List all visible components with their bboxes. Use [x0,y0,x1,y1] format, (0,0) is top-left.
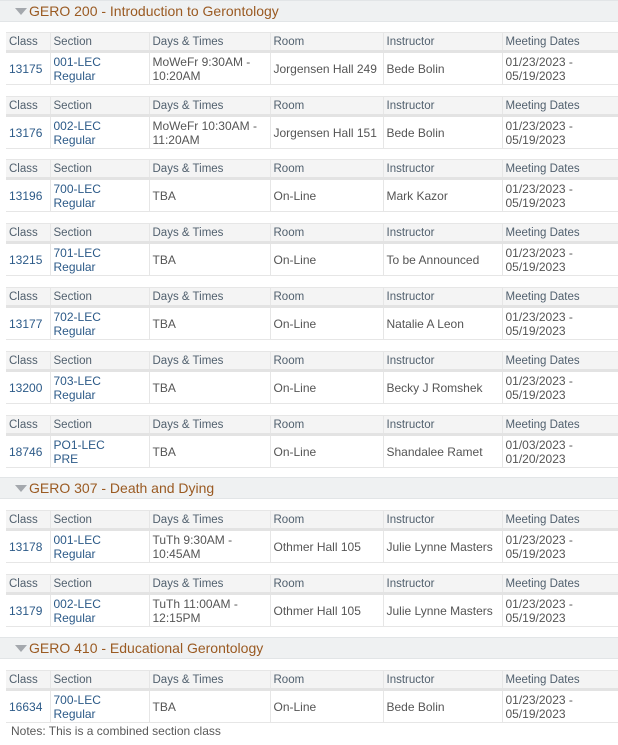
instructor-cell: Shandalee Ramet [383,435,502,468]
header-room: Room [270,575,383,594]
header-room: Room [270,511,383,530]
section-type: Regular [53,547,96,561]
section-type: Regular [53,611,96,625]
header-class: Class [6,511,50,530]
section-table [6,574,618,627]
header-days-times: Days & Times [149,511,270,530]
header-class: Class [6,160,50,179]
header-instructor: Instructor [383,288,502,307]
instructor-cell: Bede Bolin [383,116,502,149]
instructor-cell: Mark Kazor [383,179,502,212]
room-cell: On-Line [270,307,383,340]
class-number-link[interactable]: 13175 [9,62,43,76]
section-type: Regular [53,388,96,402]
class-cell [6,52,50,85]
class-cell [6,530,50,563]
section-table [6,32,618,85]
end-date: 05/19/2023 [505,388,566,402]
course-title: GERO 200 - Introduction to Gerontology [29,3,279,19]
section-code: 701-LEC [53,246,101,260]
days-times-line-1: TBA [152,445,176,459]
header-meeting-dates: Meeting Dates [502,352,618,371]
days-times-line-1: TBA [152,381,176,395]
meeting-dates-cell [502,435,618,468]
section-table [6,510,618,563]
header-class: Class [6,352,50,371]
class-number-link[interactable]: 13176 [9,126,43,140]
class-cell [6,307,50,340]
header-instructor: Instructor [383,416,502,435]
header-section: Section [50,671,149,690]
section-cell [50,52,149,85]
days-times-cell [149,435,270,468]
end-date: 05/19/2023 [505,133,566,147]
end-date: 05/19/2023 [505,547,566,561]
section-code: 002-LEC [53,119,101,133]
instructor-cell: Becky J Romshek [383,371,502,404]
class-number-link[interactable]: 13215 [9,253,43,267]
header-class: Class [6,224,50,243]
section-cell [50,690,149,723]
room-cell: On-Line [270,179,383,212]
header-days-times: Days & Times [149,160,270,179]
table-header-row [6,575,618,594]
header-class: Class [6,416,50,435]
meeting-dates-cell [502,243,618,276]
table-row [6,371,618,404]
header-instructor: Instructor [383,160,502,179]
room-cell: On-Line [270,690,383,723]
header-days-times: Days & Times [149,224,270,243]
end-date: 05/19/2023 [505,611,566,625]
instructor-cell: Julie Lynne Masters [383,530,502,563]
header-days-times: Days & Times [149,352,270,371]
section-cell [50,371,149,404]
table-row [6,307,618,340]
header-room: Room [270,33,383,52]
class-cell [6,435,50,468]
room-cell: Othmer Hall 105 [270,530,383,563]
section-table [6,287,618,340]
header-section: Section [50,288,149,307]
course-header[interactable] [0,637,618,659]
header-meeting-dates: Meeting Dates [502,224,618,243]
days-times-cell [149,307,270,340]
header-section: Section [50,33,149,52]
section-link[interactable] [54,119,101,147]
end-date: 01/20/2023 [505,452,566,466]
meeting-dates-cell [502,52,618,85]
days-times-line-2: 10:20AM [152,69,201,83]
class-number-link[interactable]: 16634 [9,700,43,714]
section-type: Regular [53,133,96,147]
section-type: Regular [53,196,96,210]
header-room: Room [270,160,383,179]
meeting-dates-cell [502,530,618,563]
days-times-cell [149,690,270,723]
days-times-line-2: 12:15PM [152,611,201,625]
section-code: 700-LEC [53,182,101,196]
section-code: 001-LEC [53,533,101,547]
instructor-cell: Bede Bolin [383,52,502,85]
meeting-dates-cell [502,307,618,340]
course-header[interactable] [0,477,618,499]
header-instructor: Instructor [383,33,502,52]
section-code: 703-LEC [53,374,101,388]
table-header-row [6,224,618,243]
section-cell [50,116,149,149]
header-instructor: Instructor [383,671,502,690]
instructor-cell: Julie Lynne Masters [383,594,502,627]
meeting-dates-cell [502,179,618,212]
instructor-cell: To be Announced [383,243,502,276]
header-days-times: Days & Times [149,97,270,116]
class-cell [6,116,50,149]
header-meeting-dates: Meeting Dates [502,33,618,52]
days-times-line-1: TBA [152,189,176,203]
section-link[interactable] [54,246,101,274]
table-row [6,52,618,85]
table-row [6,179,618,212]
header-instructor: Instructor [383,352,502,371]
table-header-row [6,511,618,530]
section-table [6,223,618,276]
section-cell [50,435,149,468]
section-notes: Notes: This is a combined section class [11,724,221,738]
end-date: 05/19/2023 [505,69,566,83]
section-cell [50,530,149,563]
meeting-dates-cell [502,690,618,723]
header-class: Class [6,33,50,52]
section-table [6,96,618,149]
header-section: Section [50,511,149,530]
section-type: Regular [53,69,96,83]
section-cell [50,307,149,340]
section-code: PO1-LEC [53,438,105,452]
section-link[interactable] [54,310,101,338]
start-date: 01/23/2023 - [505,246,573,260]
start-date: 01/03/2023 - [505,438,573,452]
header-instructor: Instructor [383,575,502,594]
table-header-row [6,352,618,371]
days-times-line-1: TBA [152,700,176,714]
class-cell [6,371,50,404]
days-times-cell [149,116,270,149]
header-days-times: Days & Times [149,671,270,690]
collapse-triangle-icon[interactable] [15,8,27,15]
collapse-triangle-icon[interactable] [15,645,27,652]
room-cell: Jorgensen Hall 249 [270,52,383,85]
days-times-cell [149,243,270,276]
section-link[interactable] [54,438,105,466]
days-times-line-1: MoWeFr 10:30AM - [152,119,257,133]
header-room: Room [270,416,383,435]
header-section: Section [50,160,149,179]
days-times-cell [149,594,270,627]
room-cell: On-Line [270,435,383,468]
days-times-line-1: TBA [152,253,176,267]
days-times-line-1: TuTh 11:00AM - [152,597,238,611]
days-times-line-1: MoWeFr 9:30AM - [152,55,251,69]
meeting-dates-cell [502,116,618,149]
table-row [6,243,618,276]
days-times-line-1: TuTh 9:30AM - [152,533,233,547]
table-row [6,435,618,468]
section-table [6,415,618,468]
start-date: 01/23/2023 - [505,310,573,324]
header-meeting-dates: Meeting Dates [502,97,618,116]
days-times-line-2: 11:20AM [152,133,200,147]
header-meeting-dates: Meeting Dates [502,160,618,179]
class-number-link[interactable]: 13196 [9,189,43,203]
section-table [6,670,618,723]
collapse-triangle-icon[interactable] [15,485,27,492]
days-times-cell [149,52,270,85]
header-days-times: Days & Times [149,288,270,307]
section-cell [50,243,149,276]
class-number-link[interactable]: 13179 [9,604,43,618]
room-cell: Othmer Hall 105 [270,594,383,627]
section-link[interactable] [54,597,101,625]
section-link[interactable] [54,55,101,83]
table-header-row [6,97,618,116]
days-times-cell [149,530,270,563]
section-cell [50,594,149,627]
section-link[interactable] [54,182,101,210]
section-type: PRE [53,452,79,466]
start-date: 01/23/2023 - [505,597,573,611]
header-section: Section [50,575,149,594]
section-link[interactable] [54,533,101,561]
days-times-cell [149,179,270,212]
header-class: Class [6,575,50,594]
header-room: Room [270,288,383,307]
meeting-dates-cell [502,594,618,627]
start-date: 01/23/2023 - [505,55,573,69]
header-class: Class [6,288,50,307]
table-header-row [6,671,618,690]
start-date: 01/23/2023 - [505,533,573,547]
section-code: 001-LEC [53,55,101,69]
start-date: 01/23/2023 - [505,693,573,707]
table-row [6,594,618,627]
room-cell: On-Line [270,243,383,276]
instructor-cell: Natalie A Leon [383,307,502,340]
table-header-row [6,288,618,307]
header-meeting-dates: Meeting Dates [502,575,618,594]
section-table [6,351,618,404]
section-type: Regular [53,324,96,338]
header-instructor: Instructor [383,224,502,243]
start-date: 01/23/2023 - [505,374,573,388]
table-row [6,116,618,149]
table-row [6,690,618,723]
start-date: 01/23/2023 - [505,119,573,133]
course-title: GERO 307 - Death and Dying [29,480,215,496]
days-times-line-1: TBA [152,317,176,331]
table-header-row [6,33,618,52]
header-meeting-dates: Meeting Dates [502,671,618,690]
header-class: Class [6,671,50,690]
header-days-times: Days & Times [149,575,270,594]
class-cell [6,594,50,627]
header-section: Section [50,416,149,435]
header-meeting-dates: Meeting Dates [502,288,618,307]
header-room: Room [270,671,383,690]
class-cell [6,690,50,723]
header-section: Section [50,224,149,243]
course-title: GERO 410 - Educational Gerontology [29,640,264,656]
section-type: Regular [53,707,96,721]
header-instructor: Instructor [383,511,502,530]
class-number-link[interactable]: 18746 [9,445,43,459]
section-type: Regular [53,260,96,274]
section-link[interactable] [54,693,101,721]
class-cell [6,179,50,212]
section-code: 702-LEC [53,310,101,324]
end-date: 05/19/2023 [505,324,566,338]
section-cell [50,179,149,212]
header-room: Room [270,352,383,371]
end-date: 05/19/2023 [505,260,566,274]
class-number-link[interactable]: 13178 [9,540,43,554]
end-date: 05/19/2023 [505,707,566,721]
header-room: Room [270,224,383,243]
class-number-link[interactable]: 13177 [9,317,43,331]
start-date: 01/23/2023 - [505,182,573,196]
header-section: Section [50,352,149,371]
header-section: Section [50,97,149,116]
table-header-row [6,416,618,435]
header-days-times: Days & Times [149,33,270,52]
days-times-cell [149,371,270,404]
course-header[interactable] [0,0,618,22]
days-times-line-2: 10:45AM [152,547,201,561]
table-row [6,530,618,563]
class-number-link[interactable]: 13200 [9,381,43,395]
room-cell: On-Line [270,371,383,404]
section-table [6,159,618,212]
header-class: Class [6,97,50,116]
header-days-times: Days & Times [149,416,270,435]
meeting-dates-cell [502,371,618,404]
table-header-row [6,160,618,179]
section-code: 002-LEC [53,597,101,611]
room-cell: Jorgensen Hall 151 [270,116,383,149]
end-date: 05/19/2023 [505,196,566,210]
section-code: 700-LEC [53,693,101,707]
header-meeting-dates: Meeting Dates [502,511,618,530]
header-room: Room [270,97,383,116]
class-cell [6,243,50,276]
header-meeting-dates: Meeting Dates [502,416,618,435]
section-link[interactable] [54,374,101,402]
header-instructor: Instructor [383,97,502,116]
instructor-cell: Bede Bolin [383,690,502,723]
